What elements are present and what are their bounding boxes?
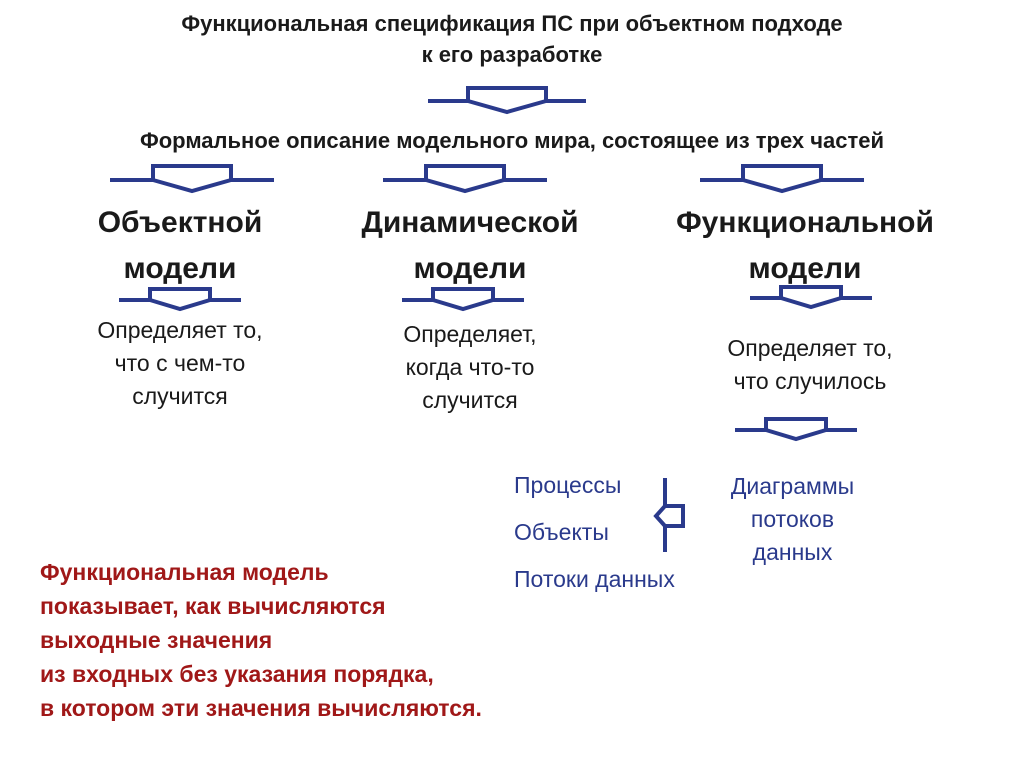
model-description-line: когда что-то [405, 354, 535, 380]
arrow-down-icon [110, 166, 274, 191]
model-heading-line: модели [748, 252, 862, 285]
model-description-line: что с чем-то [114, 350, 246, 376]
dfd-item: Процессы [514, 472, 622, 498]
model-description-line: Определяет то, [97, 317, 263, 343]
model-description-line: Определяет то, [727, 335, 893, 361]
model-heading-line: Объектной [97, 206, 263, 239]
model-heading-functional [645, 200, 965, 292]
dfd-label-line: Диаграммы [730, 473, 855, 499]
arrow-down-icon [700, 166, 864, 191]
arrow-down-icon [428, 88, 586, 112]
arrow-down-icon [402, 289, 524, 309]
model-heading-line: модели [413, 252, 527, 285]
slide-title-line: Функциональная спецификация ПС при объектном подходе [181, 11, 843, 36]
arrow-down-icon [735, 419, 857, 439]
model-description-functional [680, 332, 940, 398]
model-description-object [60, 314, 300, 413]
model-heading-dynamic [330, 200, 610, 292]
dfd-label-line: данных [752, 539, 833, 565]
model-heading-line: Динамической [361, 206, 579, 239]
note-line: из входных без указания порядка, [40, 661, 434, 687]
model-heading-line: модели [123, 252, 237, 285]
note-line: Функциональная модель [40, 559, 329, 585]
note-line: выходные значения [40, 627, 273, 653]
model-description-line: что случилось [733, 368, 887, 394]
dfd-items-list [514, 462, 734, 603]
arrow-down-icon [383, 166, 547, 191]
arrow-down-icon [119, 289, 241, 309]
model-heading-object [80, 200, 280, 292]
note-line: показывает, как вычисляются [40, 593, 386, 619]
note-line: в котором эти значения вычисляются. [40, 695, 482, 721]
dfd-label-line: потоков [750, 506, 835, 532]
dfd-item: Потоки данных [514, 566, 675, 592]
slide-title-line: к его разработке [421, 42, 603, 67]
slide-title [0, 8, 1024, 70]
dfd-item: Объекты [514, 519, 609, 545]
slide-subtitle: Формальное описание модельного мира, состоящее из трех частей [139, 128, 885, 153]
model-description-line: Определяет, [403, 321, 537, 347]
model-description-line: случится [422, 387, 518, 413]
model-description-dynamic [350, 318, 590, 417]
functional-model-note [40, 555, 482, 725]
model-description-line: случится [132, 383, 228, 409]
model-heading-line: Функциональной [676, 206, 934, 239]
